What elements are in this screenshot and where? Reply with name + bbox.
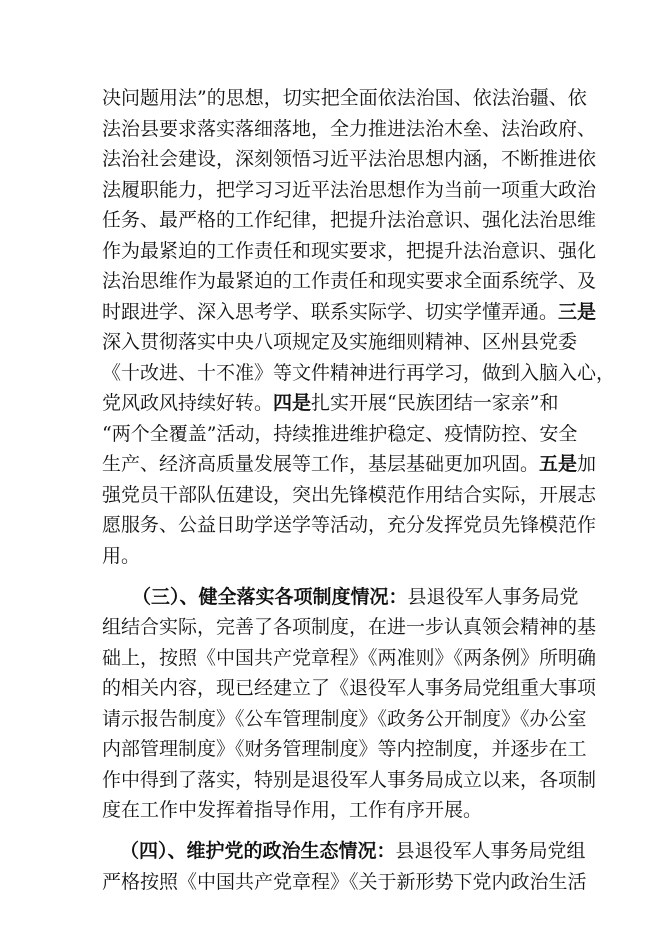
section-heading-line: （三）、健全落实各项制度情况：县退役军人事务局党 xyxy=(132,586,579,608)
text-line: 法治社会建设，深刻领悟习近平法治思想内涵，不断推进依 xyxy=(102,148,597,170)
text-line: 用。 xyxy=(102,545,141,567)
text-line: 作中得到了落实，特别是退役军人事务局成立以来，各项制 xyxy=(102,769,597,791)
text-line: 深入贯彻落实中央八项规定及实施细则精神、区州县党委 xyxy=(102,331,578,353)
section-heading-line: （四）、维护党的政治生态情况：县退役军人事务局党组 xyxy=(120,840,586,862)
text-line: 础上，按照《中国共产党章程》《两准则》《两条例》所明确 xyxy=(102,647,597,669)
text-line: 严格按照《中国共产党章程》《关于新形势下党内政治生活 xyxy=(102,871,587,893)
text-line: 度在工作中发挥着指导作用，工作有序开展。 xyxy=(102,799,483,821)
text-line: 内部管理制度》《财务管理制度》等内控制度，并逐步在工 xyxy=(102,738,587,760)
text-line: “两个全覆盖”活动，持续推进维护稳定、疫情防控、安全 xyxy=(102,423,578,445)
bold-marker: 四是 xyxy=(273,392,312,414)
bold-marker: 三是 xyxy=(558,301,597,323)
text-line: 强党员干部队伍建设，突出先锋模范作用结合实际，开展志 xyxy=(102,484,597,506)
text-line: 党风政风持续好转。四是扎实开展“民族团结一家亲”和 xyxy=(102,392,559,414)
bold-marker: 五是 xyxy=(539,453,578,475)
text-line: 法治县要求落实落细落地，全力推进法治木垒、法治政府、 xyxy=(102,118,597,140)
text-line: 时跟进学、深入思考学、联系实际学、切实学懂弄通。三是 xyxy=(102,301,597,323)
text-line: 愿服务、公益日助学送学等活动，充分发挥党员先锋模范作 xyxy=(102,514,597,536)
text-line: 任务、最严格的工作纪律，把提升法治意识、强化法治思维 xyxy=(102,209,597,231)
text-line: 的相关内容，现已经建立了《退役军人事务局党组重大事项 xyxy=(102,677,597,699)
text-line: 作为最紧迫的工作责任和现实要求，把提升法治意识、强化 xyxy=(102,240,597,262)
text-line: 请示报告制度》《公车管理制度》《政务公开制度》《办公室 xyxy=(102,708,587,730)
text-line: 生产、经济高质量发展等工作，基层基础更加巩固。五是加 xyxy=(102,453,597,475)
section-heading: （三）、健全落实各项制度情况： xyxy=(132,586,408,608)
text-line: 《十改进、十不准》等文件精神进行再学习，做到入脑入心， xyxy=(102,362,616,384)
text-line: 法履职能力，把学习习近平法治思想作为当前一项重大政治 xyxy=(102,179,597,201)
section-heading: （四）、维护党的政治生态情况： xyxy=(120,840,396,862)
text-line: 决问题用法”的思想，切实把全面依法治国、依法治疆、依 xyxy=(102,87,587,109)
text-line: 组结合实际，完善了各项制度，在进一步认真领会精神的基 xyxy=(102,616,597,638)
text-line: 法治思维作为最紧迫的工作责任和现实要求全面系统学、及 xyxy=(102,270,597,292)
